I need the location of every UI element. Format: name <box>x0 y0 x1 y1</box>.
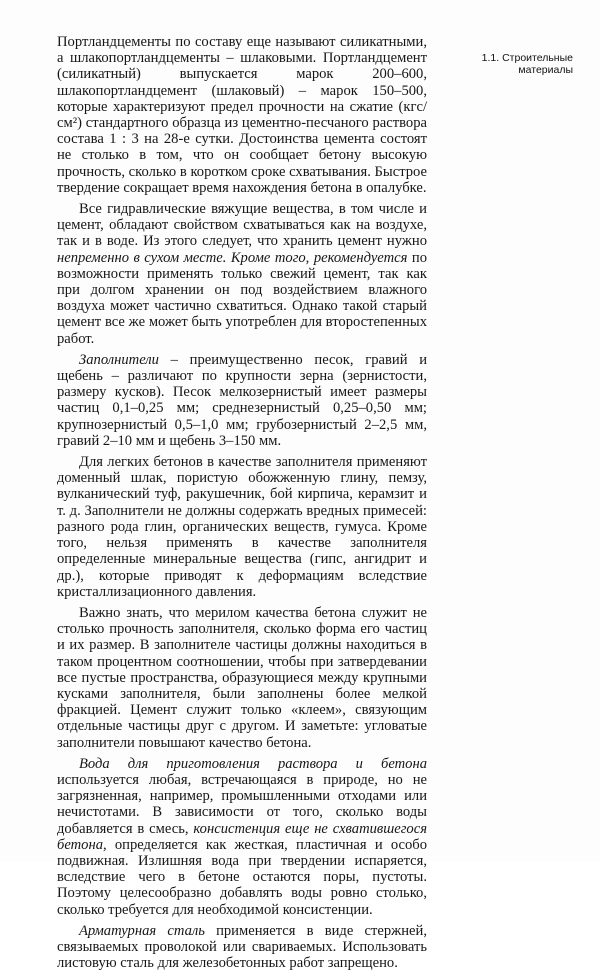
section-number-title: 1.1. Строительные <box>481 52 573 64</box>
paragraph-text: Важно знать, что мерилом качества бетона служит не столько прочность заполнителя, сколько форма его частиц и их размер. В заполнителе частицы должны находиться в таком процентном соотношении, чтобы при затвердевании все пустые пространства, образующиеся между крупными кусками заполнителя, были заполнены более мелкой фракцией. Цемент служит только «клеем», связующим отдельные частицы друг с другом. И заметьте: угловатые заполнители повышают качество бетона. <box>57 604 427 751</box>
paragraph-aggregates <box>57 352 427 449</box>
body-text-column <box>57 34 427 971</box>
paragraph-hydraulic-binders <box>57 201 427 347</box>
paragraph-emphasis: непременно в сухом месте. Кроме того, рекомендуется <box>57 249 408 266</box>
paragraph-portland-cement <box>57 34 427 196</box>
section-margin-note <box>463 52 573 76</box>
term-aggregates: Заполнители <box>79 351 159 368</box>
section-title-continuation: материалы <box>518 64 573 76</box>
paragraph-reinforcing-steel <box>57 923 427 971</box>
term-reinforcing-steel: Арматурная сталь <box>79 922 205 939</box>
paragraph-aggregate-quality <box>57 605 427 751</box>
term-consistency: консистенция еще не схватившегося бетона <box>57 820 427 853</box>
paragraph-lightweight-concrete <box>57 454 427 600</box>
paragraph-text: по возможности применять только свежий цемент, так как при долгом хранении он под воздействием влажного воздуха может частично схватиться. Однако такой старый цемент все же может быть употреблен для второстепенных работ. <box>57 249 427 347</box>
paragraph-text: Для легких бетонов в качестве заполнителя применяют доменный шлак, пористую обожженную глину, пемзу, вулканический туф, ракушечник, бой кирпича, керамзит и т. д. Заполнители не должны содержать вредных примесей: разного рода глин, органических веществ, гумуса. Кроме того, нельзя применять в качестве заполнителя определенные минеральные вещества (гипс, ангидрит и др.), которые приводят к деформациям вследствие кристаллизационного давления. <box>57 454 427 600</box>
paragraph-text: Портландцементы по составу еще называют силикатными, а шлакопортландцементы – шлаковыми. Портландцемент (силикатный) выпускается марок 200–600, шлакопортландцемент (шлаковый) – марок 150–500, которые характеризуют предел прочности на сжатие (кгс/см²) стандартного образца из цементно-песчаного раствора состава 1 : 3 на 28-е сутки. Достоинства цемента состоят не столько в том, что он сообщает бетону высокую прочность, сколько в коротком сроке схватывания. Быстрое твердение сокращает время нахождения бетона в опалубке. <box>57 34 427 196</box>
paragraph-text: применяется в виде стержней, связываемых проволокой или свариваемых. Использовать листовую сталь для железобетонных работ запрещено. <box>57 922 427 971</box>
paragraph-text: – преимущественно песок, гравий и щебень – различают по крупности зерна (зернистости, размеру кусков). Песок мелкозернистый имеет размеры частиц 0,1–0,25 мм; среднезернистый 0,25–0,50 мм; крупнозернистый 0,5–1,0 мм; грубозернистый 2–2,5 мм, гравий 2–10 мм и щебень 3–150 мм. <box>57 351 427 449</box>
paragraph-text: Все гидравлические вяжущие вещества, в том числе и цемент, обладают свойством схватываться как на воздухе, так и в воде. Из этого следует, что хранить цемент нужно <box>57 201 427 250</box>
paragraph-text: используется любая, встречающаяся в природе, но не загрязненная, например, промышленными отходами или нечистотами. В зависимости от того, сколько воды добавляется в смесь, <box>57 771 427 837</box>
paragraph-water <box>57 756 427 918</box>
term-water: Вода для приготовления раствора и бетона <box>79 755 427 772</box>
paragraph-text: , определяется как жесткая, пластичная и особо подвижная. Излишняя вода при твердении испаряется, вследствие чего в бетоне остаются поры, пустоты. Поэтому целесообразно добавлять воды ровно столько, сколько требуется для необходимой консистенции. <box>57 836 427 918</box>
